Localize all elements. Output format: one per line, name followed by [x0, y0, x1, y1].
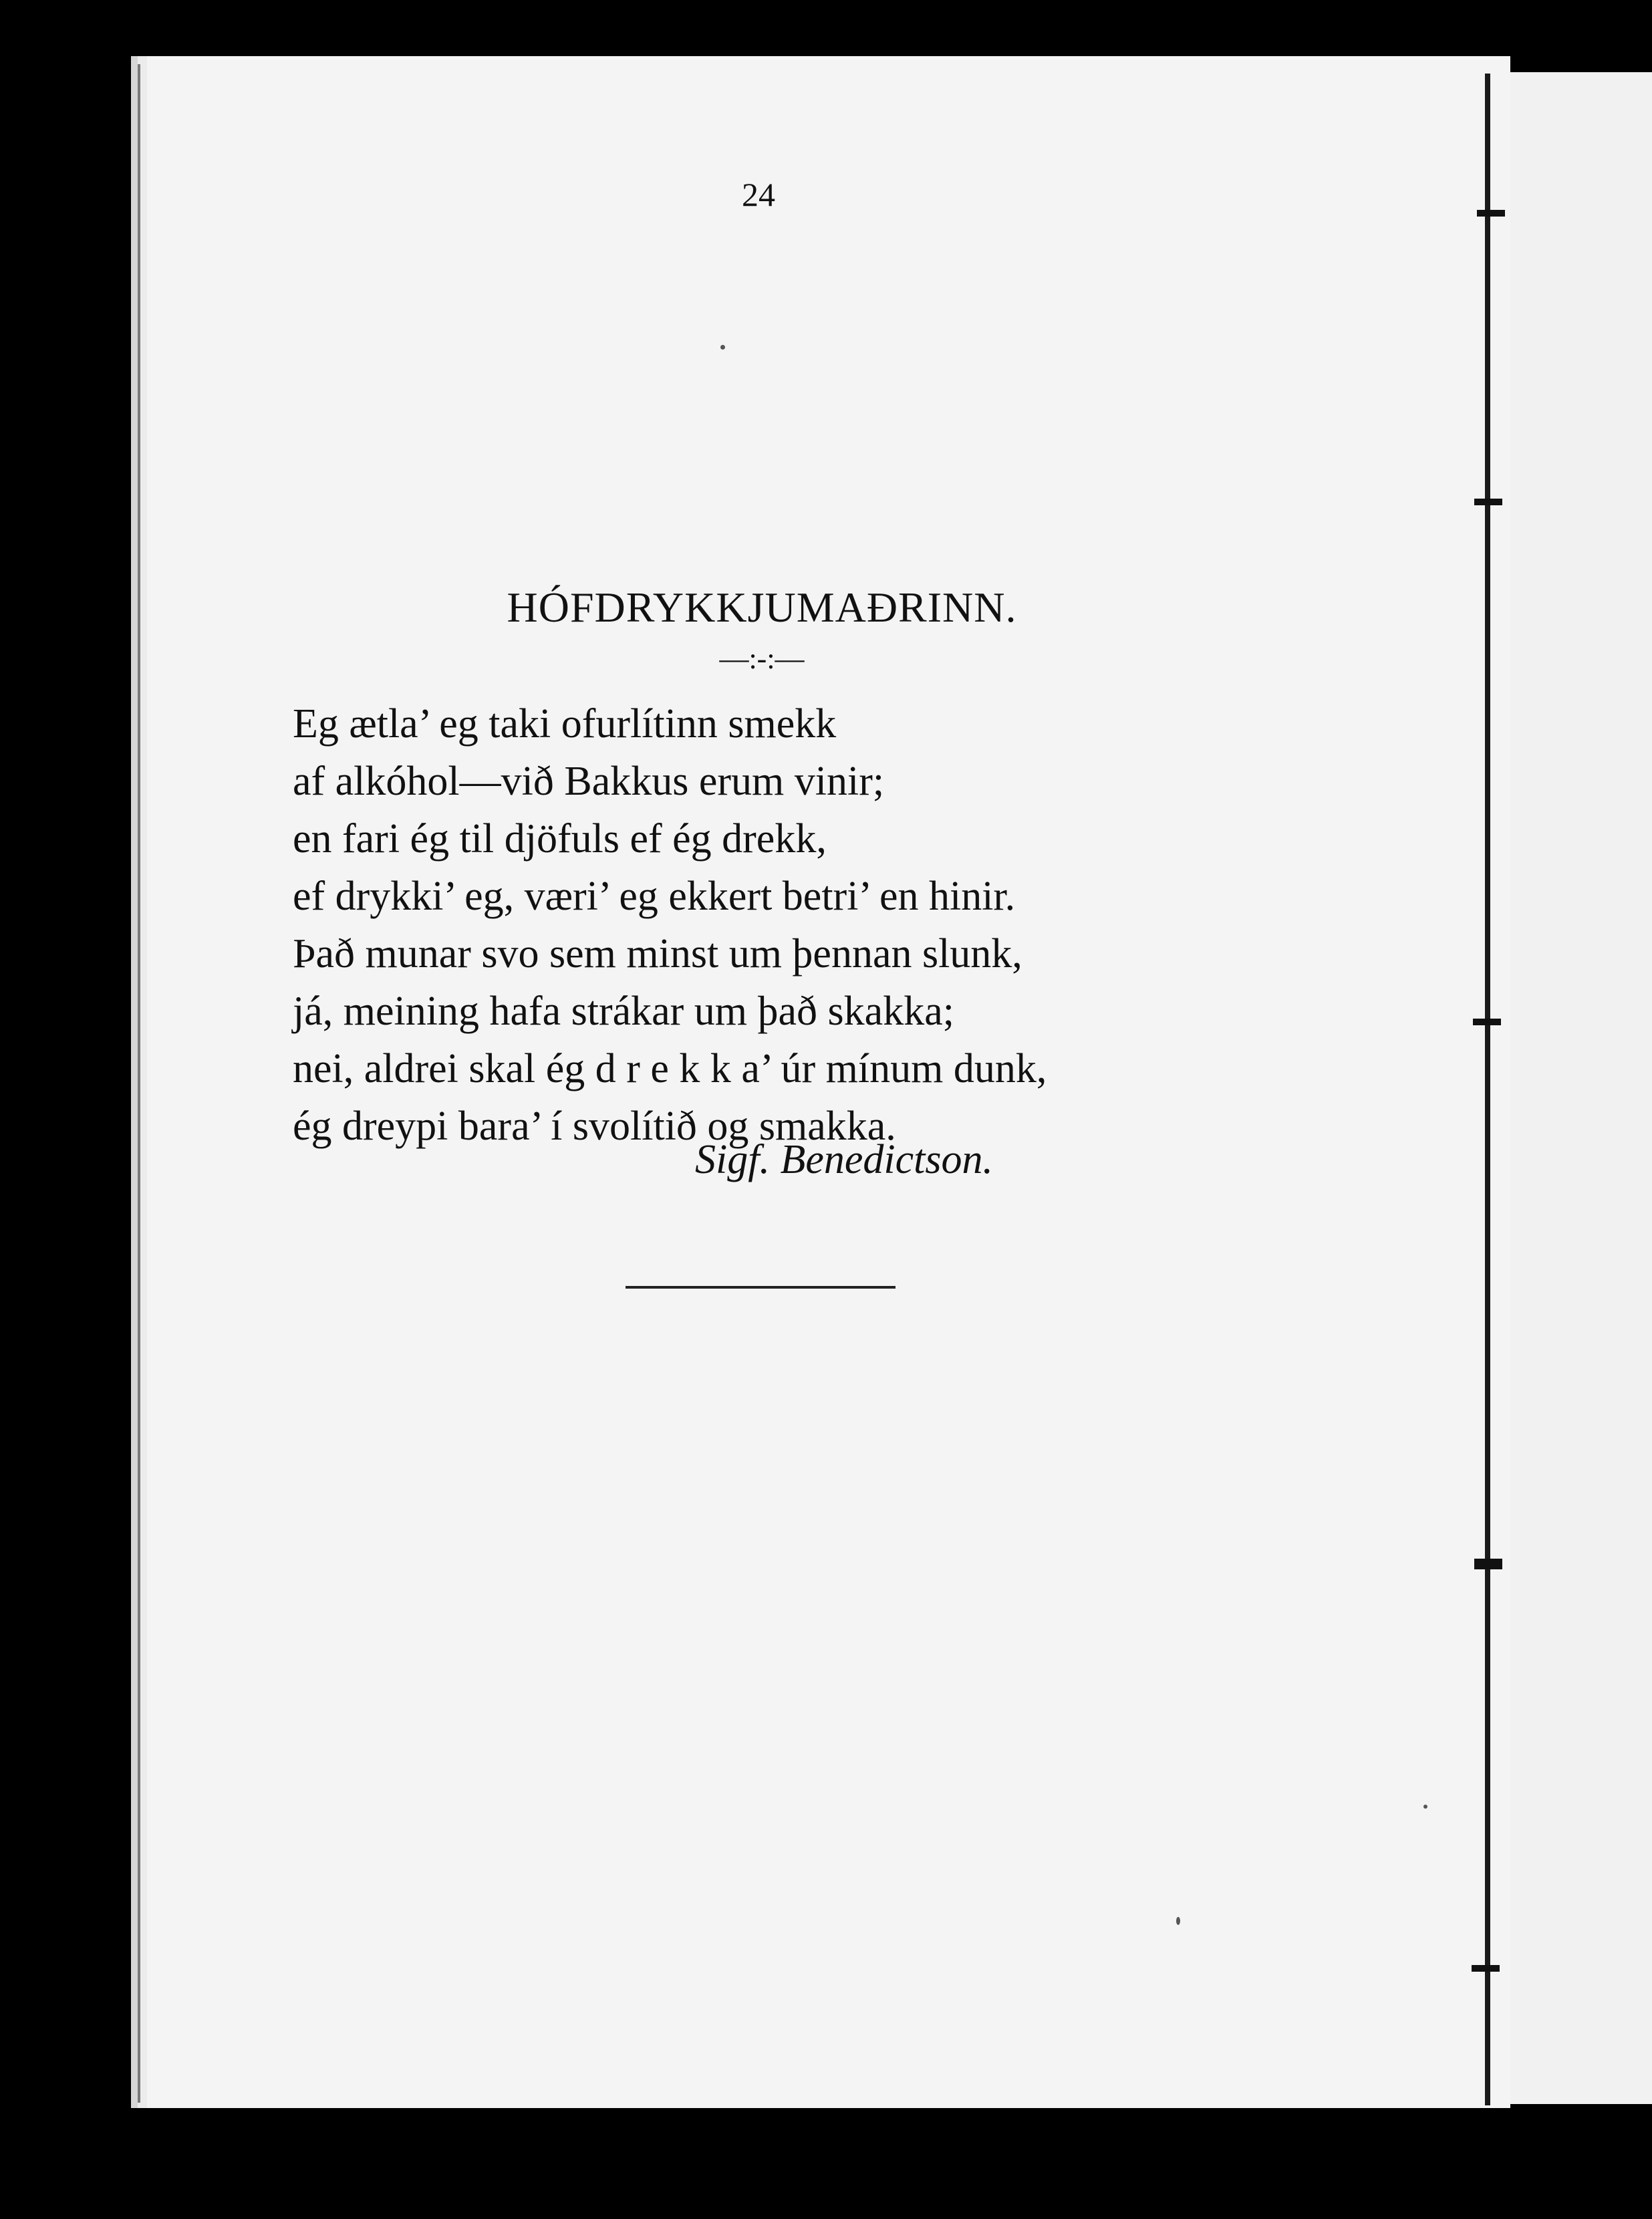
poem-line: Það munar svo sem minst um þennan slunk, — [293, 931, 1022, 976]
page-number: 24 — [742, 176, 775, 213]
poem-title: HÓFDRYKKJUMAÐRINN. — [507, 583, 1017, 631]
paper-speck — [720, 345, 725, 350]
poem-body — [293, 695, 1309, 1155]
poem-line: af alkóhol—við Bakkus erum vinir; — [293, 759, 885, 804]
poem-line: en fari ég til djöfuls ef ég drekk, — [293, 816, 827, 862]
poem-line: Eg ætla’ eg taki ofurlítinn smekk — [293, 701, 837, 747]
binding-stitch — [1474, 1559, 1502, 1569]
binding-stitch — [1472, 1965, 1500, 1972]
poem-line: nei, aldrei skal ég d r e k k a’ úr mínum dunk, — [293, 1046, 1047, 1091]
paper-speck — [1176, 1917, 1180, 1925]
title-ornament: —:-:— — [719, 642, 805, 675]
poem-author: Sigf. Benedictson. — [695, 1137, 993, 1182]
binding-stitch — [1477, 210, 1505, 217]
paper-speck — [1423, 1805, 1427, 1809]
poem-line: já, meining hafa strákar um það skakka; — [293, 989, 954, 1034]
binding-stitch — [1473, 1019, 1501, 1025]
binding-stitch — [1474, 499, 1502, 505]
adjacent-page-edge — [1508, 72, 1652, 2104]
binding-edge — [1485, 74, 1490, 2105]
poem-line: ef drykki’ eg, væri’ eg ekkert betri’ en hinir. — [293, 874, 1016, 919]
end-rule-divider — [626, 1286, 896, 1289]
poem-line: ég dreypi bara’ í svolítið og smakka. — [293, 1103, 896, 1149]
page-gutter-edge — [138, 64, 140, 2103]
